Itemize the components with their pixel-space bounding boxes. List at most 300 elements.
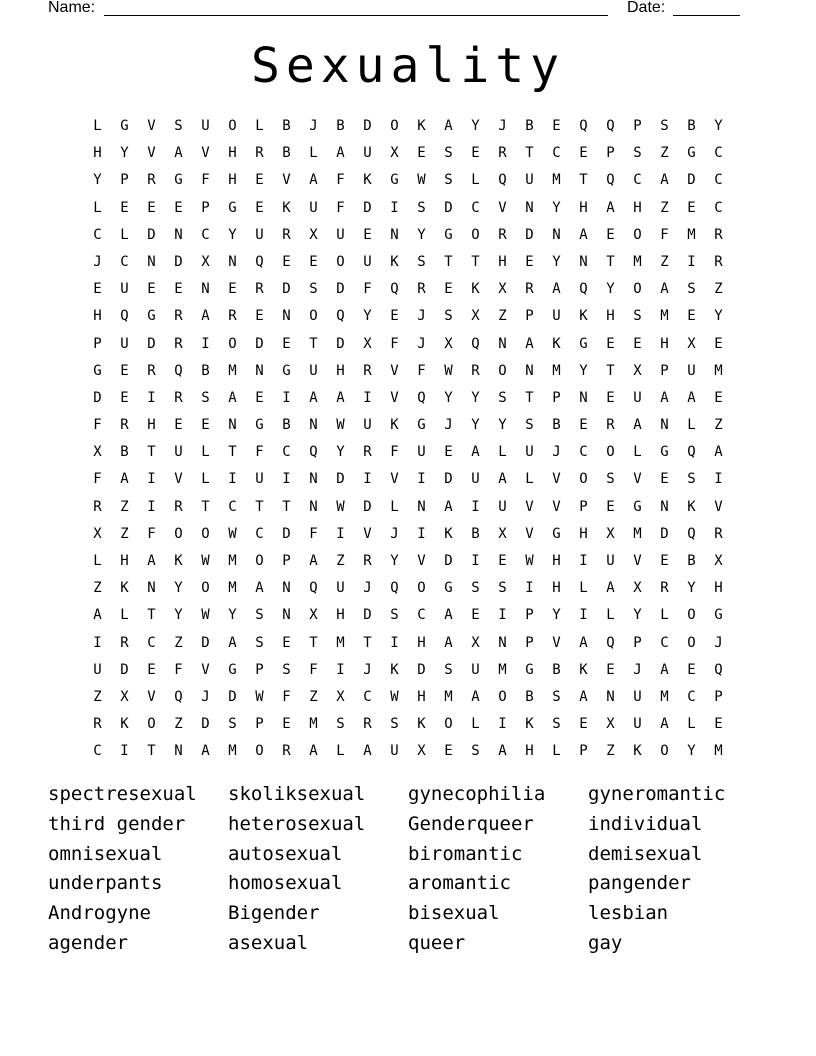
grid-letter[interactable]: K	[363, 172, 372, 189]
grid-letter[interactable]: R	[525, 281, 534, 298]
grid-letter[interactable]: N	[201, 281, 210, 298]
grid-letter[interactable]: Q	[579, 118, 588, 134]
grid-letter[interactable]: P	[660, 362, 669, 379]
grid-letter[interactable]: U	[633, 716, 642, 733]
grid-letter[interactable]: A	[120, 471, 129, 488]
grid-letter[interactable]: Q	[174, 688, 183, 705]
grid-letter[interactable]: S	[633, 308, 642, 325]
grid-letter[interactable]: I	[579, 607, 588, 624]
grid-letter[interactable]: E	[255, 172, 264, 189]
grid-letter[interactable]: R	[174, 308, 183, 325]
grid-letter[interactable]: A	[471, 688, 480, 705]
grid-letter[interactable]: N	[228, 253, 237, 270]
grid-letter[interactable]: N	[579, 389, 588, 406]
grid-letter[interactable]: C	[120, 253, 129, 270]
grid-letter[interactable]: U	[363, 145, 372, 162]
grid-letter[interactable]: O	[228, 335, 237, 352]
grid-letter[interactable]: V	[390, 389, 399, 406]
grid-letter[interactable]: T	[309, 335, 318, 352]
grid-letter[interactable]: Y	[417, 226, 426, 243]
grid-letter[interactable]: E	[228, 281, 237, 298]
word-search-grid[interactable]	[84, 113, 732, 766]
grid-letter[interactable]: V	[282, 172, 291, 189]
grid-letter[interactable]: N	[282, 607, 291, 624]
grid-letter[interactable]: L	[390, 498, 399, 515]
grid-letter[interactable]: D	[282, 281, 291, 298]
grid-letter[interactable]: V	[201, 661, 210, 678]
grid-letter[interactable]: I	[525, 580, 534, 597]
grid-letter[interactable]: Z	[660, 253, 669, 270]
grid-letter[interactable]: Z	[498, 308, 507, 325]
grid-letter[interactable]: E	[120, 362, 129, 379]
grid-letter[interactable]: O	[201, 580, 210, 597]
grid-letter[interactable]: U	[417, 444, 426, 461]
grid-letter[interactable]: O	[498, 362, 507, 379]
grid-letter[interactable]: Y	[174, 580, 183, 597]
grid-letter[interactable]: C	[552, 145, 561, 162]
grid-letter[interactable]: I	[498, 716, 507, 733]
grid-letter[interactable]: Z	[714, 417, 723, 434]
grid-letter[interactable]: I	[201, 335, 210, 352]
grid-letter[interactable]: G	[687, 145, 696, 162]
grid-letter[interactable]: A	[498, 471, 507, 488]
grid-letter[interactable]: Q	[714, 661, 723, 678]
grid-letter[interactable]: E	[363, 226, 372, 243]
grid-letter[interactable]: J	[714, 634, 723, 651]
grid-letter[interactable]: J	[309, 118, 318, 134]
grid-letter[interactable]: L	[525, 471, 534, 488]
grid-letter[interactable]: O	[390, 118, 399, 134]
grid-letter[interactable]: H	[606, 308, 615, 325]
grid-letter[interactable]: M	[633, 253, 642, 270]
grid-letter[interactable]: X	[363, 335, 372, 352]
grid-letter[interactable]: A	[606, 199, 615, 216]
grid-letter[interactable]: D	[336, 281, 345, 298]
grid-letter[interactable]: X	[498, 525, 507, 542]
grid-letter[interactable]: Q	[606, 634, 615, 651]
grid-letter[interactable]: E	[120, 389, 129, 406]
grid-letter[interactable]: R	[255, 145, 264, 162]
grid-letter[interactable]: A	[309, 172, 318, 189]
grid-letter[interactable]: J	[363, 661, 372, 678]
grid-letter[interactable]: E	[417, 145, 426, 162]
grid-letter[interactable]: Y	[687, 580, 696, 597]
grid-letter[interactable]: E	[714, 716, 723, 733]
grid-letter[interactable]: I	[147, 389, 156, 406]
grid-letter[interactable]: C	[147, 634, 156, 651]
grid-letter[interactable]: I	[147, 471, 156, 488]
grid-letter[interactable]: A	[660, 172, 669, 189]
grid-letter[interactable]: C	[660, 634, 669, 651]
grid-letter[interactable]: H	[552, 580, 561, 597]
grid-letter[interactable]: O	[255, 743, 264, 760]
grid-letter[interactable]: N	[174, 743, 183, 760]
grid-letter[interactable]: L	[687, 716, 696, 733]
grid-letter[interactable]: T	[579, 172, 588, 189]
grid-letter[interactable]: Q	[606, 118, 615, 134]
grid-letter[interactable]: W	[228, 525, 237, 542]
grid-letter[interactable]: S	[444, 308, 453, 325]
grid-letter[interactable]: C	[714, 199, 723, 216]
grid-letter[interactable]: E	[471, 607, 480, 624]
grid-letter[interactable]: K	[417, 716, 426, 733]
grid-letter[interactable]: T	[363, 634, 372, 651]
grid-letter[interactable]: S	[525, 417, 534, 434]
grid-letter[interactable]: N	[309, 498, 318, 515]
grid-letter[interactable]: E	[552, 118, 561, 134]
grid-letter[interactable]: D	[525, 226, 534, 243]
grid-letter[interactable]: A	[552, 281, 561, 298]
grid-letter[interactable]: E	[660, 553, 669, 569]
grid-letter[interactable]: U	[687, 362, 696, 379]
grid-letter[interactable]: K	[444, 525, 453, 542]
grid-letter[interactable]: S	[255, 607, 264, 624]
grid-letter[interactable]: L	[687, 417, 696, 434]
grid-letter[interactable]: O	[498, 688, 507, 705]
grid-letter[interactable]: I	[471, 553, 480, 569]
grid-letter[interactable]: R	[174, 389, 183, 406]
grid-letter[interactable]: Z	[714, 281, 723, 298]
grid-letter[interactable]: I	[498, 607, 507, 624]
grid-letter[interactable]: R	[282, 226, 291, 243]
grid-letter[interactable]: U	[201, 118, 210, 134]
grid-letter[interactable]: T	[309, 634, 318, 651]
grid-letter[interactable]: H	[714, 580, 723, 597]
grid-letter[interactable]: L	[255, 118, 264, 134]
grid-letter[interactable]: L	[633, 444, 642, 461]
grid-letter[interactable]: Z	[93, 688, 102, 705]
grid-letter[interactable]: O	[687, 607, 696, 624]
grid-letter[interactable]: R	[363, 362, 372, 379]
grid-letter[interactable]: D	[363, 199, 372, 216]
grid-letter[interactable]: L	[471, 172, 480, 189]
grid-letter[interactable]: I	[714, 471, 723, 488]
grid-letter[interactable]: L	[201, 444, 210, 461]
grid-letter[interactable]: E	[606, 661, 615, 678]
grid-letter[interactable]: C	[93, 743, 102, 760]
grid-letter[interactable]: D	[444, 553, 453, 569]
grid-letter[interactable]: N	[525, 199, 534, 216]
grid-letter[interactable]: I	[471, 498, 480, 515]
grid-letter[interactable]: Q	[174, 362, 183, 379]
grid-letter[interactable]: D	[174, 253, 183, 270]
grid-letter[interactable]: M	[660, 308, 669, 325]
grid-letter[interactable]: D	[147, 335, 156, 352]
grid-letter[interactable]: B	[201, 362, 210, 379]
grid-letter[interactable]: L	[201, 471, 210, 488]
grid-letter[interactable]: R	[93, 498, 102, 515]
grid-letter[interactable]: E	[579, 145, 588, 162]
grid-letter[interactable]: X	[606, 525, 615, 542]
grid-letter[interactable]: T	[201, 498, 210, 515]
grid-letter[interactable]: S	[282, 661, 291, 678]
grid-letter[interactable]: X	[471, 308, 480, 325]
grid-letter[interactable]: Y	[633, 607, 642, 624]
grid-letter[interactable]: U	[525, 172, 534, 189]
date-field-line[interactable]	[673, 0, 740, 16]
grid-letter[interactable]: H	[579, 525, 588, 542]
grid-letter[interactable]: P	[93, 335, 102, 352]
grid-letter[interactable]: U	[309, 362, 318, 379]
grid-letter[interactable]: F	[309, 525, 318, 542]
grid-letter[interactable]: T	[525, 389, 534, 406]
grid-letter[interactable]: F	[363, 281, 372, 298]
grid-letter[interactable]: A	[228, 634, 237, 651]
grid-letter[interactable]: M	[714, 743, 723, 760]
grid-letter[interactable]: G	[660, 444, 669, 461]
grid-letter[interactable]: Q	[579, 281, 588, 298]
grid-letter[interactable]: S	[444, 661, 453, 678]
grid-letter[interactable]: U	[471, 661, 480, 678]
grid-letter[interactable]: E	[93, 281, 102, 298]
grid-letter[interactable]: T	[228, 444, 237, 461]
grid-letter[interactable]: P	[255, 661, 264, 678]
grid-letter[interactable]: U	[93, 661, 102, 678]
grid-letter[interactable]: D	[363, 118, 372, 134]
grid-letter[interactable]: O	[255, 553, 264, 569]
grid-letter[interactable]: E	[255, 308, 264, 325]
grid-letter[interactable]: M	[228, 743, 237, 760]
grid-letter[interactable]: Y	[228, 607, 237, 624]
grid-letter[interactable]: K	[417, 118, 426, 134]
grid-letter[interactable]: A	[444, 607, 453, 624]
grid-letter[interactable]: K	[174, 553, 183, 569]
grid-letter[interactable]: Y	[552, 607, 561, 624]
grid-letter[interactable]: S	[444, 145, 453, 162]
grid-letter[interactable]: O	[633, 281, 642, 298]
grid-letter[interactable]: V	[525, 525, 534, 542]
grid-letter[interactable]: S	[390, 716, 399, 733]
grid-letter[interactable]: A	[633, 417, 642, 434]
grid-letter[interactable]: T	[147, 743, 156, 760]
grid-letter[interactable]: S	[309, 281, 318, 298]
grid-letter[interactable]: K	[525, 716, 534, 733]
grid-letter[interactable]: W	[336, 417, 345, 434]
grid-letter[interactable]: Z	[120, 498, 129, 515]
grid-letter[interactable]: N	[147, 580, 156, 597]
grid-letter[interactable]: J	[201, 688, 210, 705]
grid-letter[interactable]: O	[471, 226, 480, 243]
grid-letter[interactable]: N	[579, 253, 588, 270]
grid-letter[interactable]: N	[282, 580, 291, 597]
grid-letter[interactable]: C	[417, 607, 426, 624]
grid-letter[interactable]: D	[687, 172, 696, 189]
grid-letter[interactable]: G	[444, 226, 453, 243]
grid-letter[interactable]: P	[714, 688, 723, 705]
grid-letter[interactable]: V	[552, 498, 561, 515]
grid-letter[interactable]: G	[417, 417, 426, 434]
grid-letter[interactable]: V	[633, 471, 642, 488]
grid-letter[interactable]: M	[309, 716, 318, 733]
grid-letter[interactable]: A	[444, 498, 453, 515]
grid-letter[interactable]: R	[147, 362, 156, 379]
grid-letter[interactable]: S	[444, 172, 453, 189]
grid-letter[interactable]: H	[93, 145, 102, 162]
grid-letter[interactable]: E	[120, 199, 129, 216]
grid-letter[interactable]: W	[390, 688, 399, 705]
grid-letter[interactable]: Q	[687, 444, 696, 461]
grid-letter[interactable]: K	[282, 199, 291, 216]
grid-letter[interactable]: Y	[120, 145, 129, 162]
grid-letter[interactable]: M	[714, 362, 723, 379]
grid-letter[interactable]: Q	[606, 172, 615, 189]
grid-letter[interactable]: R	[363, 444, 372, 461]
grid-letter[interactable]: Y	[444, 389, 453, 406]
grid-letter[interactable]: J	[498, 118, 507, 134]
grid-letter[interactable]: X	[633, 362, 642, 379]
grid-letter[interactable]: W	[255, 688, 264, 705]
grid-letter[interactable]: Q	[255, 253, 264, 270]
grid-letter[interactable]: I	[417, 525, 426, 542]
grid-letter[interactable]: F	[93, 417, 102, 434]
grid-letter[interactable]: D	[444, 471, 453, 488]
grid-letter[interactable]: K	[390, 661, 399, 678]
grid-letter[interactable]: S	[174, 118, 183, 134]
grid-letter[interactable]: T	[147, 607, 156, 624]
grid-letter[interactable]: D	[228, 688, 237, 705]
grid-letter[interactable]: O	[660, 743, 669, 760]
grid-letter[interactable]: R	[363, 716, 372, 733]
grid-letter[interactable]: N	[498, 634, 507, 651]
grid-letter[interactable]: H	[417, 634, 426, 651]
grid-letter[interactable]: X	[309, 607, 318, 624]
grid-letter[interactable]: S	[417, 253, 426, 270]
grid-letter[interactable]: O	[606, 444, 615, 461]
grid-letter[interactable]: E	[174, 199, 183, 216]
grid-letter[interactable]: I	[282, 471, 291, 488]
grid-letter[interactable]: E	[255, 389, 264, 406]
grid-letter[interactable]: X	[687, 335, 696, 352]
grid-letter[interactable]: Q	[390, 281, 399, 298]
grid-letter[interactable]: B	[525, 688, 534, 705]
grid-letter[interactable]: A	[255, 580, 264, 597]
grid-letter[interactable]: Z	[174, 634, 183, 651]
grid-letter[interactable]: P	[255, 716, 264, 733]
grid-letter[interactable]: A	[525, 335, 534, 352]
grid-letter[interactable]: P	[525, 634, 534, 651]
grid-letter[interactable]: R	[660, 580, 669, 597]
grid-letter[interactable]: L	[93, 199, 102, 216]
grid-letter[interactable]: G	[552, 525, 561, 542]
grid-letter[interactable]: C	[201, 226, 210, 243]
grid-letter[interactable]: N	[390, 226, 399, 243]
grid-letter[interactable]: D	[336, 471, 345, 488]
grid-letter[interactable]: L	[336, 743, 345, 760]
grid-letter[interactable]: J	[363, 580, 372, 597]
grid-letter[interactable]: E	[444, 743, 453, 760]
grid-letter[interactable]: R	[93, 716, 102, 733]
grid-letter[interactable]: G	[93, 362, 102, 379]
grid-letter[interactable]: X	[633, 580, 642, 597]
grid-letter[interactable]: N	[309, 471, 318, 488]
grid-letter[interactable]: U	[336, 580, 345, 597]
grid-letter[interactable]: N	[525, 362, 534, 379]
grid-letter[interactable]: I	[147, 498, 156, 515]
grid-letter[interactable]: H	[579, 199, 588, 216]
grid-letter[interactable]: M	[633, 525, 642, 542]
grid-letter[interactable]: Z	[93, 580, 102, 597]
grid-letter[interactable]: E	[714, 389, 723, 406]
grid-letter[interactable]: B	[282, 118, 291, 134]
grid-letter[interactable]: U	[255, 226, 264, 243]
grid-letter[interactable]: N	[552, 226, 561, 243]
grid-letter[interactable]: S	[687, 471, 696, 488]
grid-letter[interactable]: U	[606, 553, 615, 569]
grid-letter[interactable]: R	[228, 308, 237, 325]
grid-letter[interactable]: V	[147, 145, 156, 162]
grid-letter[interactable]: S	[498, 389, 507, 406]
grid-letter[interactable]: L	[471, 716, 480, 733]
grid-letter[interactable]: R	[120, 634, 129, 651]
grid-letter[interactable]: E	[606, 335, 615, 352]
grid-letter[interactable]: Q	[687, 525, 696, 542]
grid-letter[interactable]: B	[687, 553, 696, 569]
grid-letter[interactable]: E	[714, 335, 723, 352]
grid-letter[interactable]: E	[687, 661, 696, 678]
grid-letter[interactable]: Y	[363, 308, 372, 325]
grid-letter[interactable]: A	[147, 553, 156, 569]
grid-letter[interactable]: I	[336, 525, 345, 542]
grid-letter[interactable]: Z	[660, 145, 669, 162]
grid-letter[interactable]: E	[282, 634, 291, 651]
grid-letter[interactable]: K	[390, 253, 399, 270]
grid-letter[interactable]: P	[525, 308, 534, 325]
grid-letter[interactable]: W	[336, 498, 345, 515]
grid-letter[interactable]: Y	[93, 172, 102, 189]
grid-letter[interactable]: J	[93, 253, 102, 270]
grid-letter[interactable]: U	[120, 281, 129, 298]
grid-letter[interactable]: P	[552, 389, 561, 406]
grid-letter[interactable]: P	[579, 498, 588, 515]
grid-letter[interactable]: I	[363, 471, 372, 488]
grid-letter[interactable]: G	[579, 335, 588, 352]
grid-letter[interactable]: M	[552, 362, 561, 379]
grid-letter[interactable]: R	[714, 525, 723, 542]
grid-letter[interactable]: X	[93, 525, 102, 542]
grid-letter[interactable]: A	[660, 281, 669, 298]
grid-letter[interactable]: C	[282, 444, 291, 461]
grid-letter[interactable]: N	[174, 226, 183, 243]
grid-letter[interactable]: A	[606, 580, 615, 597]
grid-letter[interactable]: C	[363, 688, 372, 705]
grid-letter[interactable]: C	[687, 688, 696, 705]
grid-letter[interactable]: B	[687, 118, 696, 134]
grid-letter[interactable]: Z	[309, 688, 318, 705]
grid-letter[interactable]: F	[174, 661, 183, 678]
grid-letter[interactable]: F	[255, 444, 264, 461]
grid-letter[interactable]: W	[417, 172, 426, 189]
name-field-line[interactable]	[104, 0, 608, 16]
grid-letter[interactable]: T	[471, 253, 480, 270]
grid-letter[interactable]: S	[633, 145, 642, 162]
grid-letter[interactable]: Y	[174, 607, 183, 624]
grid-letter[interactable]: I	[390, 634, 399, 651]
grid-letter[interactable]: E	[471, 145, 480, 162]
grid-letter[interactable]: M	[552, 172, 561, 189]
grid-letter[interactable]: C	[93, 226, 102, 243]
grid-letter[interactable]: O	[336, 253, 345, 270]
grid-letter[interactable]: S	[390, 607, 399, 624]
grid-letter[interactable]: P	[579, 743, 588, 760]
grid-letter[interactable]: K	[579, 308, 588, 325]
grid-letter[interactable]: Q	[417, 389, 426, 406]
grid-letter[interactable]: B	[336, 118, 345, 134]
grid-letter[interactable]: J	[633, 661, 642, 678]
grid-letter[interactable]: S	[336, 716, 345, 733]
grid-letter[interactable]: A	[714, 444, 723, 461]
grid-letter[interactable]: M	[228, 362, 237, 379]
grid-letter[interactable]: V	[552, 634, 561, 651]
